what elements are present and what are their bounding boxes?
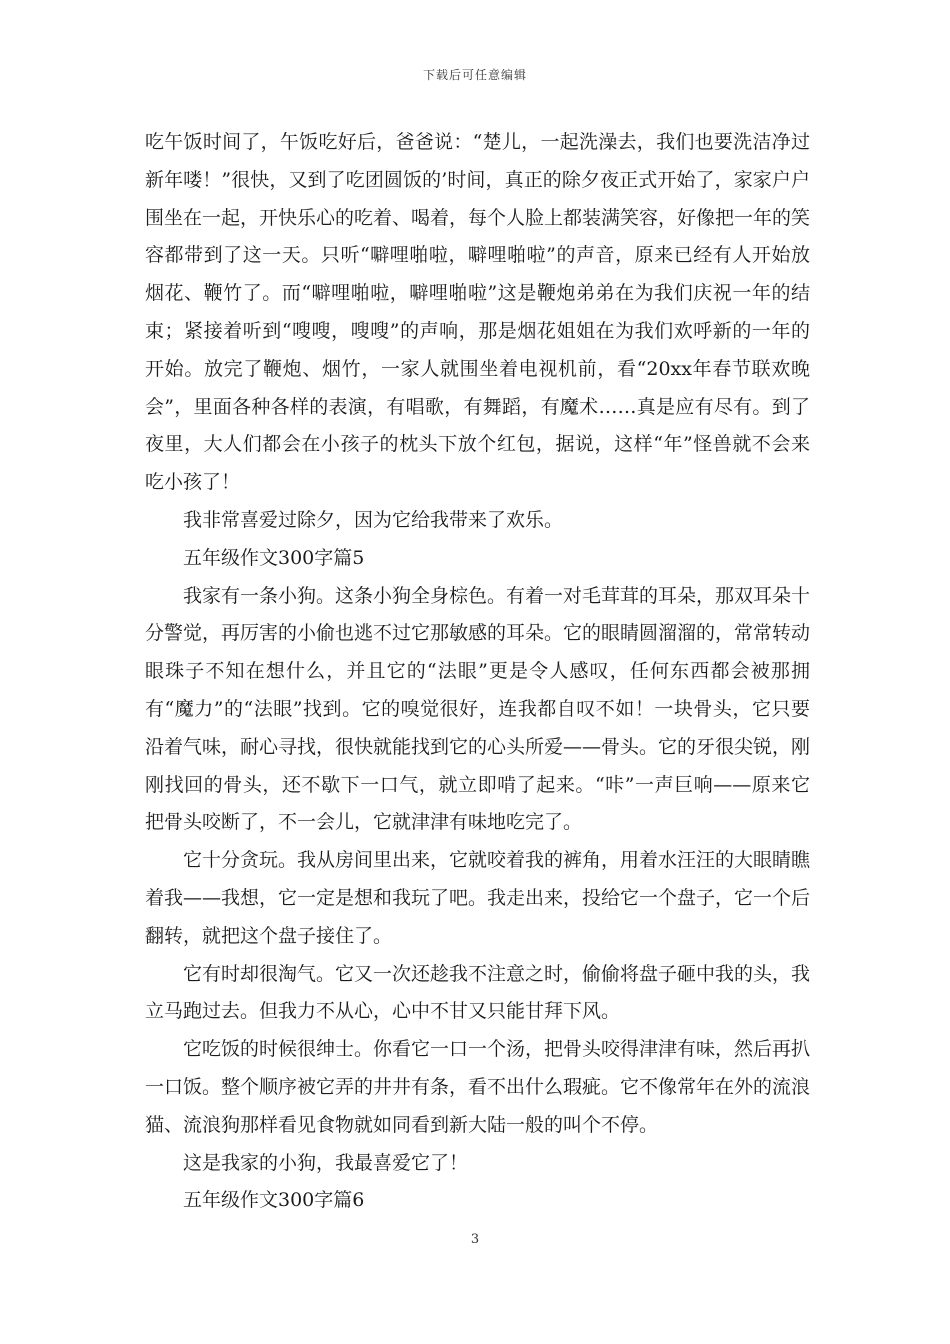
page-header: 下载后可任意编辑	[422, 68, 527, 82]
paragraph-dog-naughty: 它有时却很淘气。它又一次还趁我不注意之时，偷偷将盘子砸中我的头，我立马跑过去。但我力不从心，心中不甘又只能甘拜下风。	[145, 962, 811, 1023]
essay-heading-6: 五年级作文300字篇6	[183, 1189, 365, 1212]
page-number: 3	[470, 1232, 480, 1247]
document-body	[145, 124, 810, 1220]
essay-heading-5: 五年级作文300字篇5	[183, 546, 365, 569]
paragraph-new-year-eve: 吃午饭时间了，午饭吃好后，爸爸说：“楚儿，一起洗澡去，我们也要洗洁净过新年喽！”很快，又到了吃团圆饭的’时间，真正的除夕夜正式开始了，家家户户围坐在一起，开快乐心的吃着、喝着，每个人脸上都装满笑容，好像把一年的笑容都带到了这一天。只听“噼哩啪啦，噼哩啪啦”的声音，原来已经有人开始放烟花、鞭竹了。而“噼哩啪啦，噼哩啪啦”这是鞭炮弟弟在为我们庆祝一年的结束；紧接着听到“嗖嗖，嗖嗖”的声响，那是烟花姐姐在为我们欢呼新的一年的开始。放完了鞭炮、烟竹，一家人就围坐着电视机前，看“20xx年春节联欢晚会”，里面各种各样的表演，有唱歌，有舞蹈，有魔术……真是应有尽有。到了夜里，大人们都会在小孩子的枕头下放个红包，据说，这样“年”怪兽就不会来吃小孩了！	[145, 131, 811, 494]
paragraph-dog-intro: 我家有一条小狗。这条小狗全身棕色。有着一对毛茸茸的耳朵，那双耳朵十分警觉，再厉害的小偷也逃不过它那敏感的耳朵。它的眼睛圆溜溜的，常常转动眼珠子不知在想什么，并且它的“法眼”更是令人感叹，任何东西都会被那拥有“魔力”的“法眼”找到。它的嗅觉很好，连我都自叹不如！一块骨头，它只要沿着气味，耐心寻找，很快就能找到它的心头所爱——骨头。它的牙很尖锐，刚刚找回的骨头，还不歇下一口气，就立即啃了起来。“咔”一声巨响——原来它把骨头咬断了，不一会儿，它就津津有味地吃完了。	[145, 584, 811, 834]
paragraph-conclusion: 我非常喜爱过除夕，因为它给我带来了欢乐。	[183, 508, 564, 531]
paragraph-dog-love: 这是我家的小狗，我最喜爱它了！	[183, 1151, 469, 1174]
paragraph-dog-eating: 它吃饭的时候很绅士。你看它一口一个汤，把骨头咬得津津有味，然后再扒一口饭。整个顺序被它弄的井井有条，看不出什么瑕疵。它不像常年在外的流浪猫、流浪狗那样看见食物就如同看到新大陆一般的叫个不停。	[145, 1038, 811, 1136]
paragraph-dog-playful: 它十分贪玩。我从房间里出来，它就咬着我的裤角，用着水汪汪的大眼睛瞧着我——我想，它一定是想和我玩了吧。我走出来，投给它一个盘子，它一个后翻转，就把这个盘子接住了。	[145, 849, 811, 947]
